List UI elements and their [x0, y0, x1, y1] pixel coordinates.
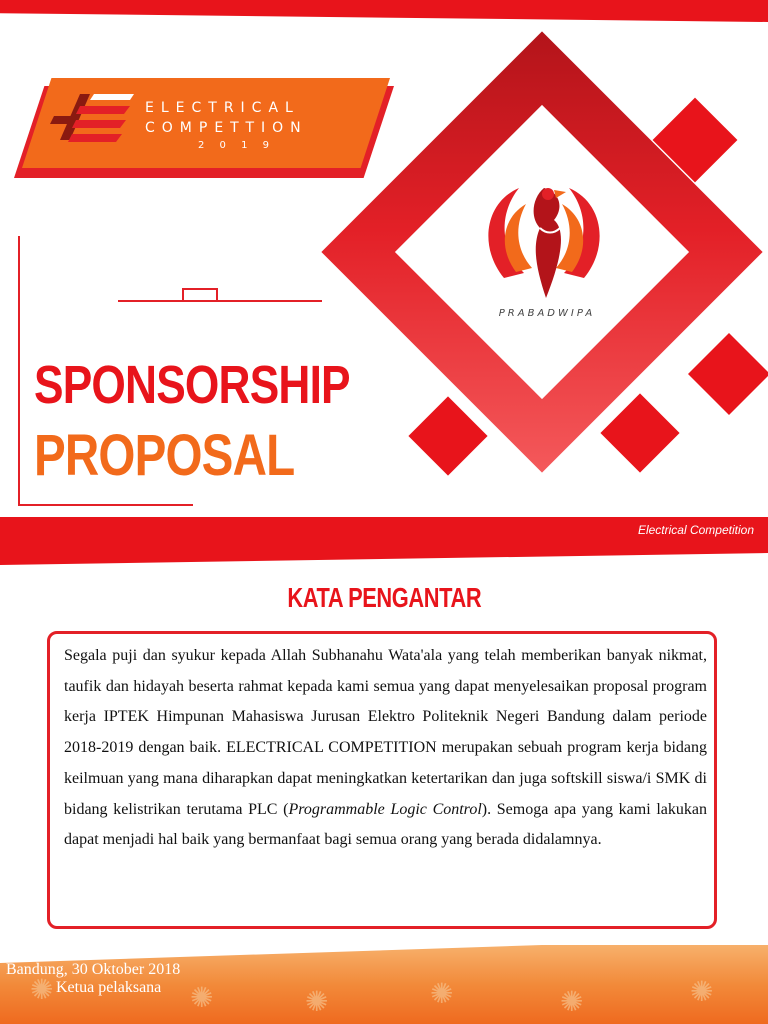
signature-role: Ketua pelaksana	[56, 979, 162, 996]
phoenix-logo-icon	[474, 168, 614, 308]
flower-icon: ✺	[690, 975, 714, 1008]
flower-icon: ✺	[430, 977, 454, 1010]
page2-top-stripe	[0, 545, 768, 565]
flower-icon: ✺	[305, 985, 329, 1018]
banner-year: 2 0 1 9	[198, 140, 275, 151]
event-logo-icon	[50, 86, 134, 152]
decor-line	[182, 288, 218, 290]
foreword-text-part-1: Segala puji dan syukur kepada Allah Subhanahu Wata'ala yang telah memberikan banyak nikmat, taufik dan hidayah beserta rahmat kepada kami semua yang dapat menyelesaikan proposal program kerja IPTEK Himpunan Mahasiswa Jurusan Elektro Politeknik Negeri Bandung dalam periode 2018-2019 dengan baik. ELECTRICAL COMPETITION merupakan sebuah program kerja bidang keilmuan yang mana diharapkan dapat meningkatkan ketertarikan dan juga softskill siswa/i SMK di bidang kelistrikan terutama PLC (	[64, 647, 707, 818]
logo-label: PRABADWIPA	[498, 308, 596, 319]
flower-icon: ✺	[560, 985, 584, 1018]
foreword-page	[0, 545, 768, 1024]
signature-date: Bandung, 30 Oktober 2018	[6, 961, 181, 978]
flower-icon: ✺	[190, 981, 214, 1014]
small-diamond	[688, 333, 768, 415]
decor-line	[118, 300, 322, 302]
cover-title-sponsorship: SPONSORSHIP	[34, 355, 350, 415]
foreword-text-part-2: ). Semoga apa yang kami lakukan dapat menjadi hal baik yang bermanfaat bagi semua orang yang berada didalamnya.	[64, 800, 707, 849]
decor-line	[216, 288, 218, 301]
foreword-body	[64, 641, 707, 856]
decor-line	[18, 236, 20, 506]
banner-line-1: ELECTRICAL	[145, 100, 300, 116]
small-diamond	[408, 396, 487, 475]
foreword-text-italic: Programmable Logic Control	[288, 800, 482, 818]
flower-icon: ✺	[30, 973, 54, 1006]
cover-footer-label: Electrical Competition	[637, 523, 754, 537]
small-diamond	[600, 393, 679, 472]
banner-line-2: COMPETTION	[145, 120, 308, 136]
foreword-paragraph	[64, 641, 707, 856]
cover-top-stripe	[0, 0, 768, 22]
decor-line	[18, 504, 193, 506]
foreword-heading	[0, 582, 768, 614]
foreword-heading-text: KATA PENGANTAR	[287, 582, 481, 613]
cover-title-proposal: PROPOSAL	[34, 423, 295, 488]
